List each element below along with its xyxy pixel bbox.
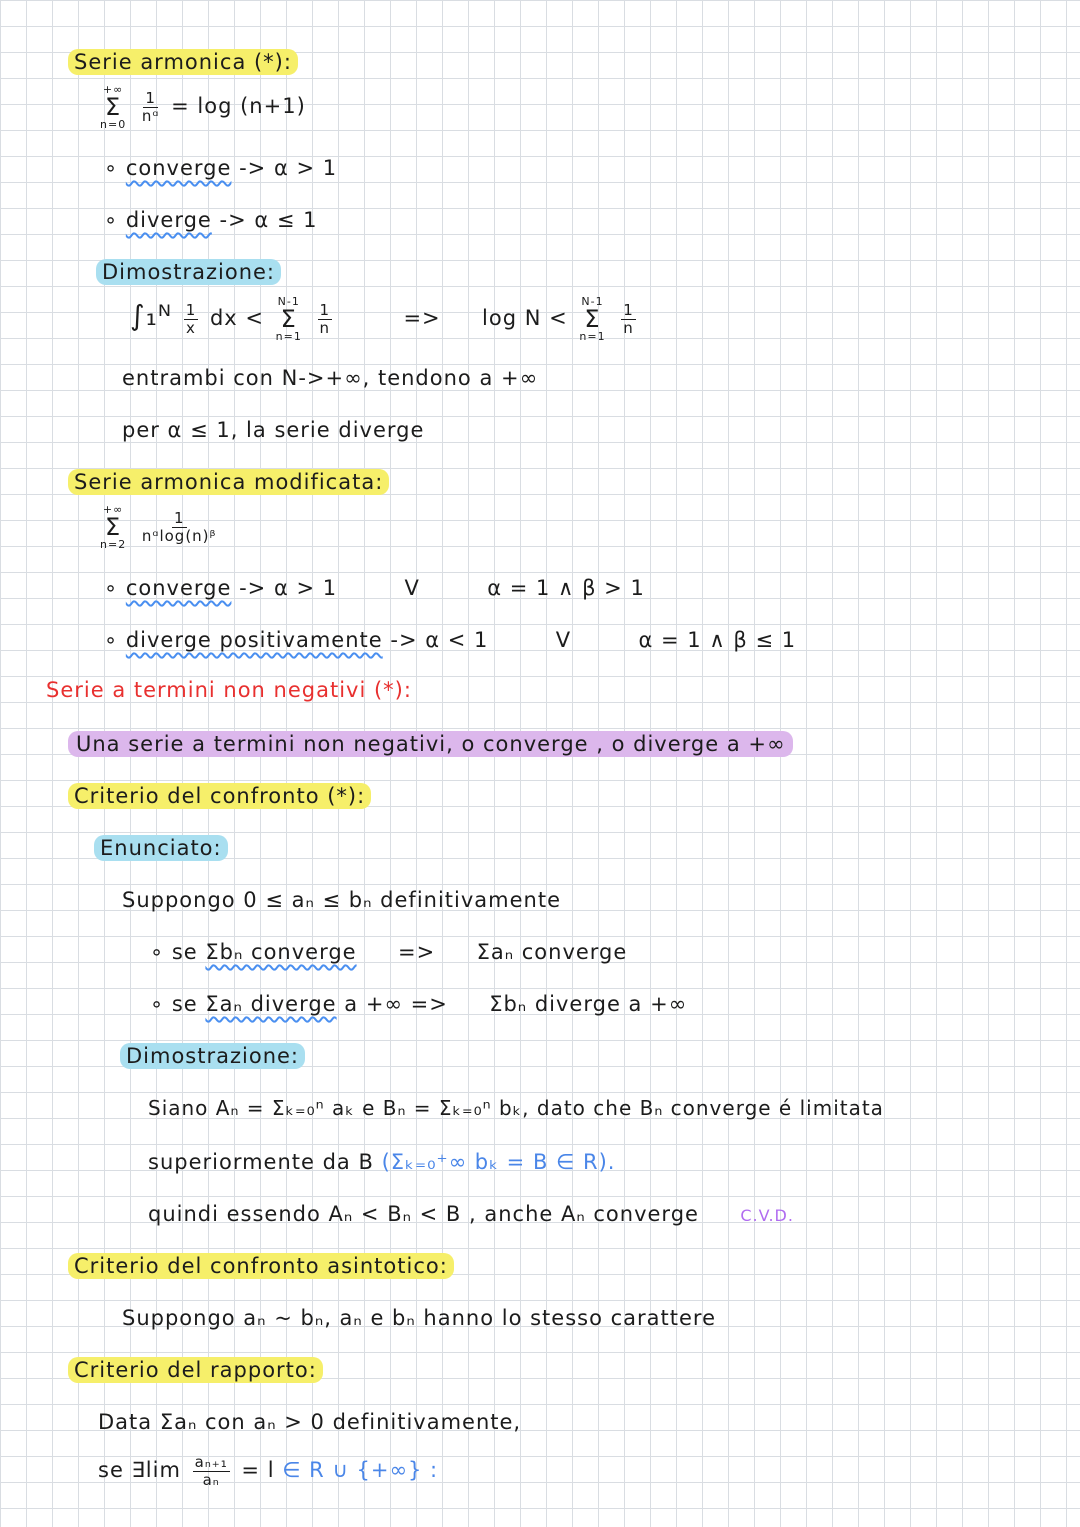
statement: Data Σaₙ con aₙ > 0 definitivamente, — [98, 1410, 522, 1434]
proof-formula: ∫₁ᴺ $\frac{1}{x}$ dx < N-1 Σ n=1 $\frac{1}{n}$ => log N < N-1 Σ n=1 $\frac{1}{n}$ — [130, 295, 634, 343]
dimostrazione-label: Dimostrazione: — [96, 260, 281, 284]
section-title-termini-non-negativi: Serie a termini non negativi (*): — [46, 678, 412, 702]
list-item: ∘ diverge positivamente -> α < 1 V α = 1 ∧ β ≤ 1 — [104, 628, 797, 652]
ratio-formula: se ∃lim $\frac{\text{aₙ₊₁}}{\text{aₙ}}$ = l ∈ R ∪ {+∞} : — [98, 1453, 439, 1489]
proof-text: Siano Aₙ = Σₖ₌₀ⁿ aₖ e Bₙ = Σₖ₌₀ⁿ bₖ, dato che Bₙ converge é limitata — [148, 1096, 884, 1120]
list-item: ∘ se Σbₙ converge => Σaₙ converge — [150, 940, 628, 964]
statement: Suppongo aₙ ~ bₙ, aₙ e bₙ hanno lo stesso carattere — [122, 1306, 716, 1330]
proof-text: quindi essendo Aₙ < Bₙ < B , anche Aₙ converge C.V.D. — [148, 1202, 794, 1226]
section-title-serie-armonica: Serie armonica (*): — [68, 50, 298, 74]
dimostrazione-label: Dimostrazione: — [120, 1044, 305, 1068]
statement: Una serie a termini non negativi, o converge , o diverge a +∞ — [68, 732, 793, 756]
cvd-mark: C.V.D. — [740, 1206, 794, 1225]
sum-symbol: +∞ Σ n=0 — [100, 83, 127, 131]
list-item: ∘ converge -> α > 1 — [104, 156, 338, 180]
list-item: ∘ converge -> α > 1 V α = 1 ∧ β > 1 — [104, 576, 645, 600]
enunciato-label: Enunciato: — [94, 836, 228, 860]
harmonic-formula: +∞ Σ n=0 $\frac{1}{\text{nᵅ}}$ = log (n+1) — [100, 83, 306, 131]
hypothesis: Suppongo 0 ≤ aₙ ≤ bₙ definitivamente — [122, 888, 561, 912]
section-title-confronto-asintotico: Criterio del confronto asintotico: — [68, 1254, 454, 1278]
modified-formula: +∞ Σ n=2 $\frac{1}{\text{nᵅlog(n)ᵝ}}$ — [100, 503, 217, 551]
list-item: ∘ se Σaₙ diverge a +∞ => Σbₙ diverge a +∞ — [150, 992, 688, 1016]
section-title-criterio-rapporto: Criterio del rapporto: — [68, 1358, 323, 1382]
proof-text: per α ≤ 1, la serie diverge — [122, 418, 425, 442]
section-title-criterio-confronto: Criterio del confronto (*): — [68, 784, 371, 808]
list-item: ∘ diverge -> α ≤ 1 — [104, 208, 318, 232]
section-title-serie-modificata: Serie armonica modificata: — [68, 470, 389, 494]
proof-text: entrambi con N->+∞, tendono a +∞ — [122, 366, 539, 390]
proof-text: superiormente da B (Σₖ₌₀⁺∞ bₖ = B ∈ R). — [148, 1150, 616, 1174]
